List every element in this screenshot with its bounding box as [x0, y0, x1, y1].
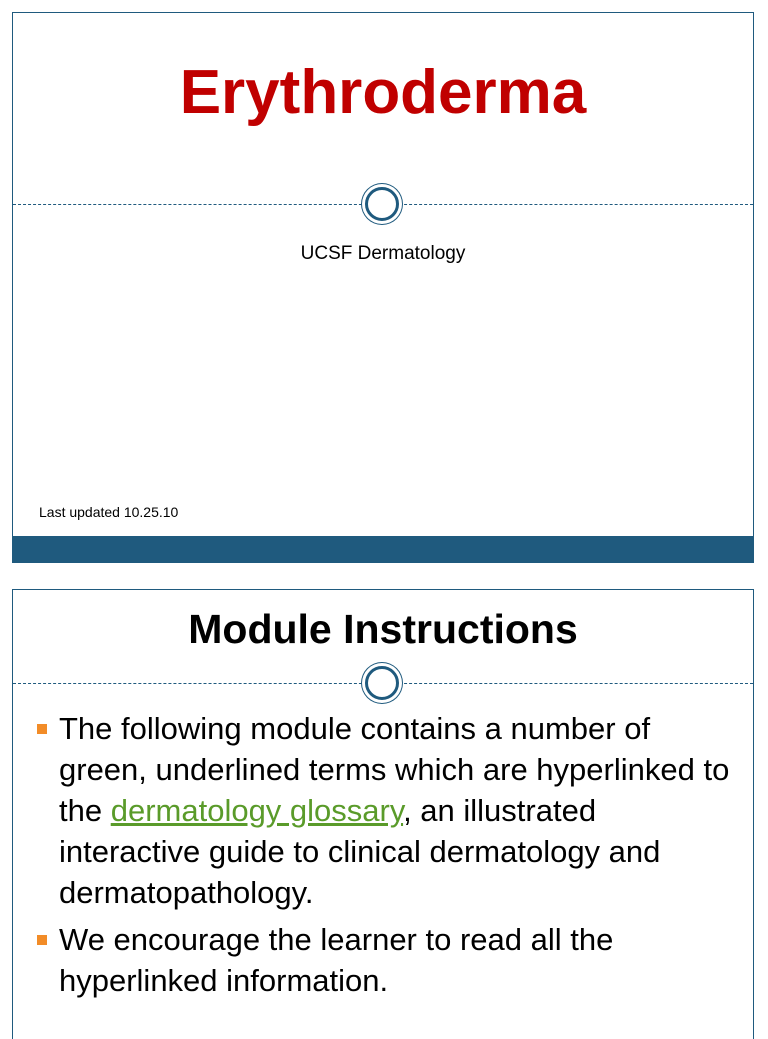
bullet-list: [33, 708, 731, 1007]
slide-subtitle: UCSF Dermatology: [300, 243, 466, 264]
bullet-item: [33, 919, 731, 1001]
bullet-item: [33, 708, 731, 913]
instructions-slide: [12, 589, 754, 1039]
title-slide: [12, 12, 754, 563]
slide-title: Erythroderma: [179, 58, 587, 127]
footer-band: [13, 536, 753, 562]
circle-ornament-icon: [365, 666, 399, 700]
bullet-text-before: The following module contains a number of green, underlined terms which are hyperlinked to the: [59, 711, 730, 828]
last-updated-note: Last updated 10.25.10: [39, 504, 179, 520]
glossary-link[interactable]: dermatology glossary: [110, 793, 404, 828]
square-bullet-icon: [37, 724, 47, 734]
bullet-text: We encourage the learner to read all the hyperlinked information.: [59, 922, 614, 998]
square-bullet-icon: [37, 935, 47, 945]
circle-ornament-icon: [365, 187, 399, 221]
bullet-text-after: , an illustrated interactive guide to clinical dermatology and dermatopathology.: [59, 793, 661, 910]
slide-title: Module Instructions: [188, 606, 578, 652]
